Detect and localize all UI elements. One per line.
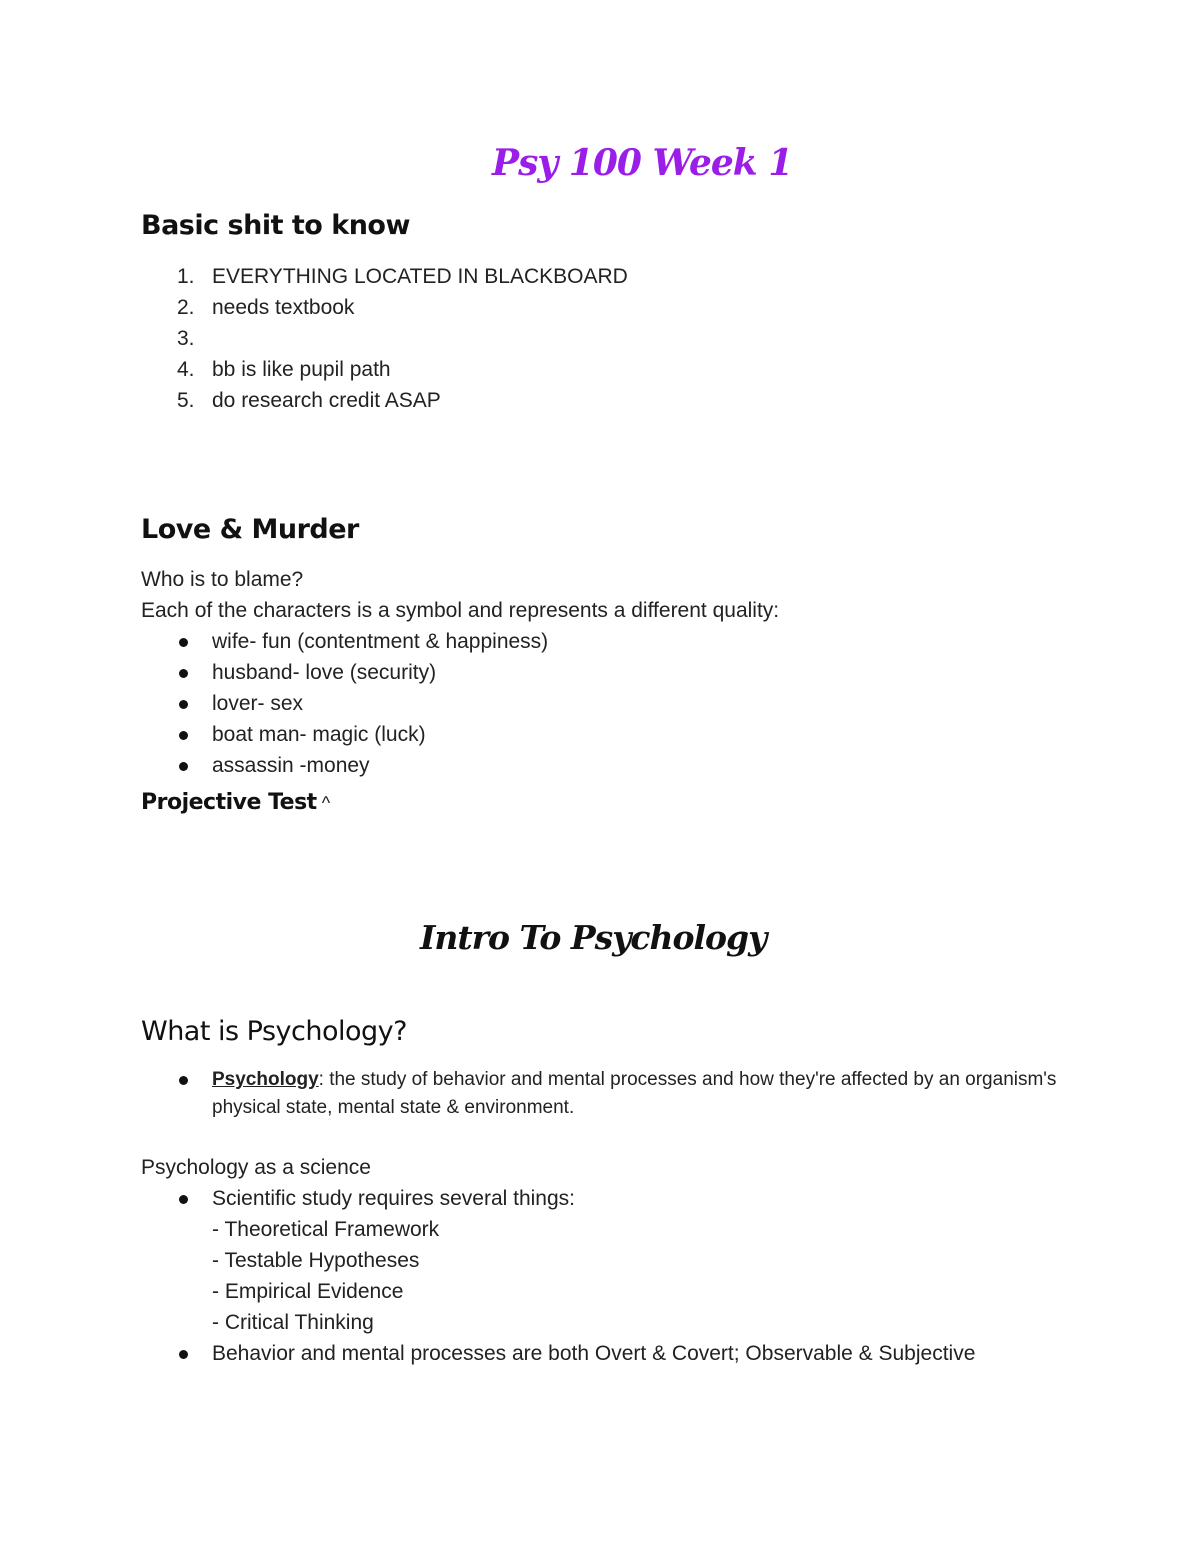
list-item: Behavior and mental processes are both Overt & Covert; Observable & Subjective	[141, 1338, 1001, 1369]
section-heading-basics: Basic shit to know	[141, 210, 410, 241]
subheading-what-is-psychology: What is Psychology?	[141, 1016, 407, 1047]
bullet-icon	[179, 762, 188, 771]
list-item: 2. needs textbook	[177, 296, 355, 319]
basics-numbered-list	[141, 261, 628, 416]
projective-test-line	[141, 790, 330, 815]
description-line: Each of the characters is a symbol and represents a different quality:	[141, 599, 780, 622]
list-item-text: EVERYTHING LOCATED IN BLACKBOARD	[212, 265, 628, 288]
science-bullet-list	[141, 1183, 1001, 1369]
list-item-text: bb is like pupil path	[212, 358, 391, 381]
list-item	[141, 1066, 1061, 1122]
bullet-icon	[179, 638, 188, 647]
bullet-icon	[179, 700, 188, 709]
list-item: Scientific study requires several things: - Theoretical Framework - Testable Hypotheses - Empirical Evidence - Critical Thinking	[141, 1183, 1001, 1338]
list-item-text: do research credit ASAP	[212, 389, 441, 412]
sub-item: - Theoretical Framework	[212, 1218, 440, 1241]
section-heading-love-murder: Love & Murder	[141, 514, 359, 545]
caret-note: ^	[316, 793, 331, 813]
list-item: assassin -money	[141, 750, 548, 781]
definition-bullet-list	[141, 1066, 1061, 1122]
definition-text: : the study of behavior and mental processes and how they're affected by an organism's physical state, mental state & environment.	[212, 1069, 1057, 1118]
definition-term: Psychology	[212, 1069, 319, 1090]
section-heading-intro: Intro To Psychology	[420, 918, 767, 957]
list-item: 1. EVERYTHING LOCATED IN BLACKBOARD	[177, 265, 628, 288]
science-heading: Psychology as a science	[141, 1156, 371, 1179]
bullet-icon	[179, 1195, 188, 1204]
question-line: Who is to blame?	[141, 568, 304, 591]
list-item: lover- sex	[141, 688, 548, 719]
sub-item: - Empirical Evidence	[212, 1280, 404, 1303]
list-item: wife- fun (contentment & happiness)	[141, 626, 548, 657]
list-item: 4. bb is like pupil path	[177, 358, 391, 381]
bullet-icon	[179, 1350, 188, 1359]
bullet-icon	[179, 1076, 188, 1085]
list-item: 5. do research credit ASAP	[177, 389, 441, 412]
list-item: husband- love (security)	[141, 657, 548, 688]
bullet-icon	[179, 731, 188, 740]
sub-item: - Testable Hypotheses	[212, 1249, 420, 1272]
bullet-icon	[179, 669, 188, 678]
characters-bullet-list	[141, 626, 548, 781]
projective-test-label: Projective Test	[141, 790, 317, 815]
page-title: Psy 100 Week 1	[492, 142, 793, 184]
list-item-text: needs textbook	[212, 296, 355, 319]
sub-item: - Critical Thinking	[212, 1311, 374, 1334]
list-item: boat man- magic (luck)	[141, 719, 548, 750]
list-item: 3.	[177, 327, 195, 350]
